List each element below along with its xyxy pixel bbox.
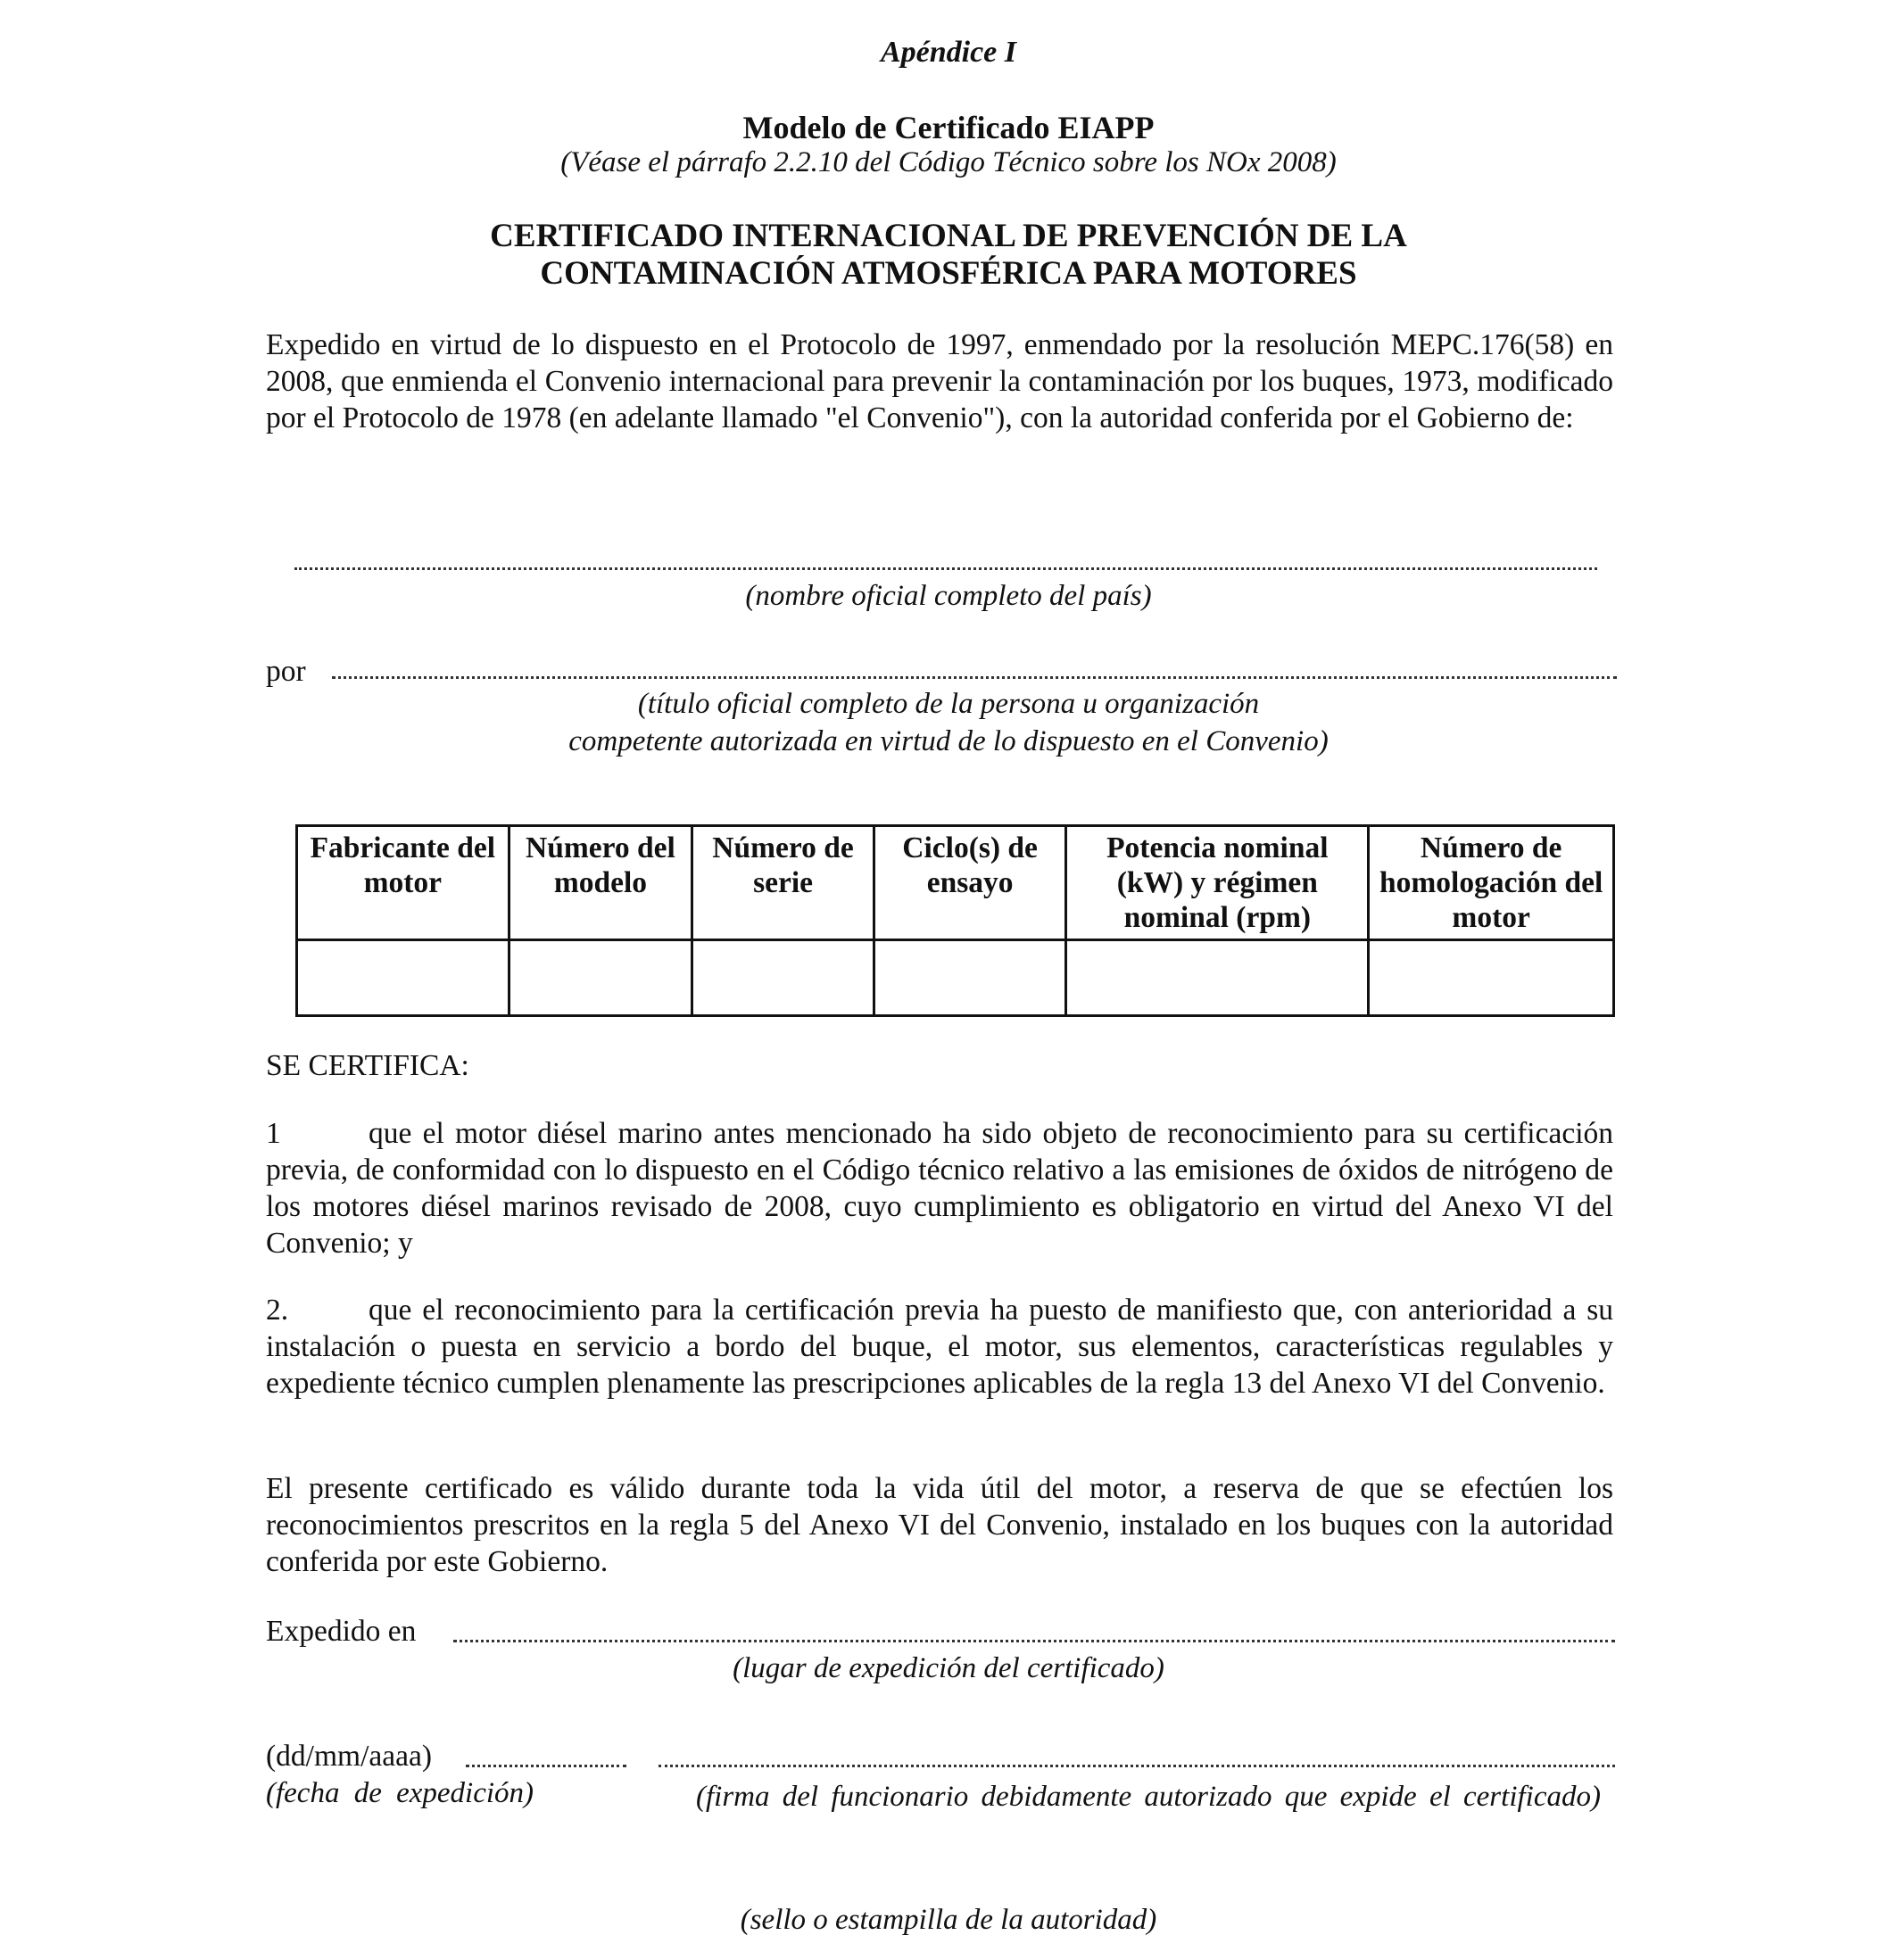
signature-field[interactable] — [659, 1765, 1615, 1767]
certification-item-1 — [266, 1115, 1613, 1261]
authority-caption — [0, 685, 1897, 760]
authority-caption-line-2: competente autorizada en virtud de lo dispuesto en el Convenio) — [568, 725, 1329, 757]
certification-heading: SE CERTIFICA: — [266, 1049, 469, 1082]
country-name-field[interactable] — [294, 567, 1597, 570]
model-title: Modelo de Certificado EIAPP — [742, 110, 1155, 145]
certification-item-2 — [266, 1292, 1613, 1402]
cell-engine-manufacturer[interactable] — [297, 940, 509, 1016]
authority-name-field[interactable] — [332, 676, 1617, 679]
header-approval-number: Número de homologación del motor — [1369, 826, 1614, 940]
certificate-title-line-1: CERTIFICADO INTERNACIONAL DE PREVENCIÓN DE LA — [490, 218, 1407, 254]
cell-rated-power-speed[interactable] — [1066, 940, 1369, 1016]
place-of-issue-label: Expedido en — [266, 1615, 417, 1648]
engine-table-header-row — [297, 826, 1614, 940]
cell-serial-number[interactable] — [692, 940, 874, 1016]
item-1-number: 1 — [266, 1117, 281, 1150]
cell-test-cycles[interactable] — [874, 940, 1066, 1016]
header-serial-number: Número de serie — [692, 826, 874, 940]
certificate-title-line-2: CONTAMINACIÓN ATMOSFÉRICA PARA MOTORES — [540, 255, 1357, 292]
header-model-number: Número del modelo — [509, 826, 692, 940]
item-1-text: que el motor diésel marino antes mencionado ha sido objeto de reconocimiento para su certificación previa, de conformidad con lo dispuesto en el Código técnico relativo a las emisiones de óxidos de nitrógeno de los motores diésel marinos revisado de 2008, cuyo cumplimiento es obligatorio en virtud del Anexo VI del Convenio; y — [266, 1117, 1613, 1260]
issue-date-caption: (fecha de expedición) — [266, 1777, 534, 1809]
date-format-label: (dd/mm/aaaa) — [266, 1740, 433, 1773]
authority-caption-line-1: (título oficial completo de la persona u organización — [637, 688, 1260, 720]
issue-date-field[interactable] — [466, 1765, 626, 1767]
validity-paragraph: El presente certificado es válido durante toda la vida útil del motor, a reserva de que se efectúen los reconocimientos prescritos en la regla 5 del Anexo VI del Convenio, instalado en los buques con la autoridad conferida por este Gobierno. — [266, 1472, 1613, 1578]
certificate-title — [0, 218, 1897, 293]
item-2-number: 2. — [266, 1294, 289, 1327]
cell-approval-number[interactable] — [1369, 940, 1614, 1016]
header-test-cycles: Ciclo(s) de ensayo — [874, 826, 1066, 940]
model-reference: (Véase el párrafo 2.2.10 del Código Técnico sobre los NOx 2008) — [560, 146, 1337, 178]
place-of-issue-caption: (lugar de expedición del certificado) — [733, 1652, 1164, 1684]
header-engine-manufacturer: Fabricante del motor — [297, 826, 509, 940]
header-rated-power-speed: Potencia nominal (kW) y régimen nominal (rpm) — [1066, 826, 1369, 940]
engine-table — [295, 824, 1615, 1017]
signature-caption: (firma del funcionario debidamente autorizado que expide el certificado) — [696, 1781, 1601, 1813]
appendix-heading: Apéndice I — [880, 36, 1017, 69]
authority-label: por — [266, 655, 306, 688]
cell-model-number[interactable] — [509, 940, 692, 1016]
table-row — [297, 940, 1614, 1016]
seal-caption: (sello o estampilla de la autoridad) — [740, 1904, 1157, 1936]
item-2-text: que el reconocimiento para la certificación previa ha puesto de manifiesto que, con anterioridad a su instalación o puesta en servicio a bordo del buque, el motor, sus elementos, características regulables y expediente técnico cumplen plenamente las prescripciones aplicables de la regla 13 del Anexo VI del Convenio. — [266, 1294, 1613, 1400]
country-name-caption: (nombre oficial completo del país) — [745, 580, 1152, 612]
place-of-issue-field[interactable] — [453, 1640, 1615, 1642]
intro-paragraph: Expedido en virtud de lo dispuesto en el Protocolo de 1997, enmendado por la resolución MEPC.176(58) en 2008, que enmienda el Convenio internacional para prevenir la contaminación por los buques, 1973, modificado por el Protocolo de 1978 (en adelante llamado "el Convenio"), con la autoridad conferida por el Gobierno de: — [266, 328, 1613, 434]
